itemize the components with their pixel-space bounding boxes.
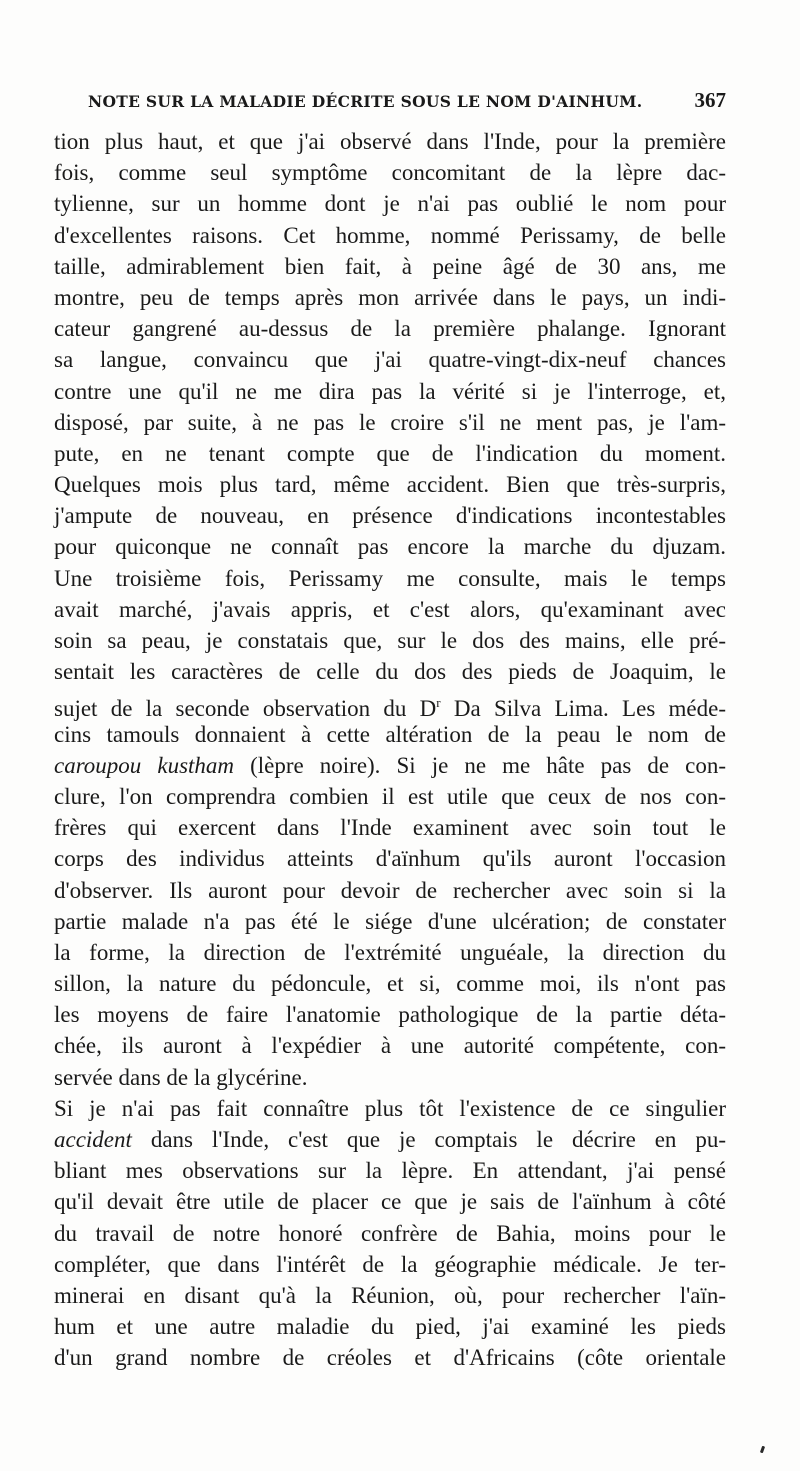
- text-line: qu'il devait être utile de placer ce que je sais de l'aïnhum à côté: [54, 1189, 726, 1215]
- text-line: soin sa peau, je constatais que, sur le dos des mains, elle pré-: [54, 628, 726, 653]
- text-line: montre, peu de temps après mon arrivée dans le pays, un indi-: [54, 284, 726, 310]
- paragraph-2: [54, 1093, 726, 1374]
- text-line: chée, ils auront à l'expédier à une autorité compétente, con-: [54, 1033, 726, 1059]
- text-line: partie malade n'a pas été le siége d'une ulcération; de constater: [54, 908, 726, 934]
- page-number: 367: [694, 88, 726, 112]
- text-line: Une troisième fois, Perissamy me consulte, mais le temps: [54, 565, 726, 591]
- italic-term: caroupou kustham: [54, 752, 235, 778]
- running-head: [88, 88, 728, 122]
- text-line: servée dans de la glycérine.: [54, 1064, 308, 1090]
- text-line: sillon, la nature du pédoncule, et si, comme moi, ils n'ont pas: [54, 971, 726, 997]
- text-line: j'ampute de nouveau, en présence d'indications incontestables: [54, 503, 726, 529]
- text-line: corps des individus atteints d'aïnhum qu'ils auront l'occasion: [54, 846, 726, 872]
- text-line: la forme, la direction de l'extrémité unguéale, la direction du: [54, 939, 726, 965]
- text-line: cins tamouls donnaient à cette altération de la peau le nom de: [54, 721, 726, 747]
- text-line: fois, comme seul symptôme concomitant de la lèpre dac-: [54, 160, 726, 186]
- text-line: tylienne, sur un homme dont je n'ai pas oublié le nom pour: [54, 191, 726, 217]
- text-line: disposé, par suite, à ne pas le croire s'il ne ment pas, je l'am-: [54, 409, 726, 435]
- running-title: NOTE SUR LA MALADIE DÉCRITE SOUS LE NOM D'AINHUM.: [88, 92, 643, 111]
- line-end: dans l'Inde, c'est que je comptais le décrire en pu-: [131, 1127, 726, 1152]
- text-line: hum et une autre maladie du pied, j'ai examiné les pieds: [54, 1314, 726, 1340]
- paragraph-1: [54, 126, 726, 1093]
- text-line: clure, l'on comprendra combien il est utile que ceux de nos con-: [54, 783, 726, 809]
- ink-speck: [760, 1446, 765, 1454]
- superscript: r: [436, 695, 441, 711]
- text-line: d'observer. Ils auront pour devoir de rechercher avec soin si la: [54, 877, 726, 903]
- text-line: cateur gangrené au-dessus de la première phalange. Ignorant: [54, 316, 726, 342]
- text-line: contre une qu'il ne me dira pas la vérité si je l'interroge, et,: [54, 378, 726, 404]
- line-end: Da Silva Lima. Les méde-: [440, 696, 726, 722]
- text-line: sentait les caractères de celle du dos des pieds de Joaquim, le: [54, 659, 726, 685]
- text-line: d'excellentes raisons. Cet homme, nommé Perissamy, de belle: [54, 222, 726, 248]
- text-line: avait marché, j'avais appris, et c'est alors, qu'examinant avec: [54, 596, 726, 622]
- text-line: taille, admirablement bien fait, à peine âgé de 30 ans, me: [54, 253, 726, 279]
- text-line: d'un grand nombre de créoles et d'Africains (côte orientale: [54, 1345, 726, 1371]
- text-line-with-italic: [54, 1124, 726, 1155]
- text-line: pute, en ne tenant compte que de l'indication du moment.: [54, 440, 726, 466]
- text-line: Quelques mois plus tard, même accident. Bien que très-surpris,: [54, 472, 726, 498]
- text-line: frères qui exercent dans l'Inde examinent avec soin tout le: [54, 815, 726, 841]
- text-line: Si je n'ai pas fait connaître plus tôt l'existence de ce singulier: [54, 1095, 726, 1121]
- text-line-with-italic: [54, 750, 726, 781]
- line-start: sujet de la seconde observation du D: [54, 696, 437, 722]
- text-line: bliant mes observations sur la lèpre. En attendant, j'ai pensé: [54, 1158, 726, 1184]
- text-line: compléter, que dans l'intérêt de la géographie médicale. Je ter-: [54, 1251, 726, 1277]
- text-line: minerai en disant qu'à la Réunion, où, pour rechercher l'aïn-: [54, 1282, 726, 1308]
- text-line: les moyens de faire l'anatomie pathologique de la partie déta-: [54, 1002, 726, 1028]
- text-line: tion plus haut, et que j'ai observé dans l'Inde, pour la première: [54, 129, 726, 154]
- line-end: (lèpre noire). Si je ne me hâte pas de con-: [234, 752, 726, 778]
- text-line: sa langue, convaincu que j'ai quatre-vingt-dix-neuf chances: [54, 347, 726, 373]
- text-line: du travail de notre honoré confrère de Bahia, moins pour le: [54, 1220, 726, 1246]
- text-line-with-superscript: [54, 687, 726, 722]
- italic-term: accident: [54, 1127, 132, 1152]
- text-line: pour quiconque ne connaît pas encore la marche du djuzam.: [54, 534, 726, 560]
- body-text: [54, 126, 726, 1374]
